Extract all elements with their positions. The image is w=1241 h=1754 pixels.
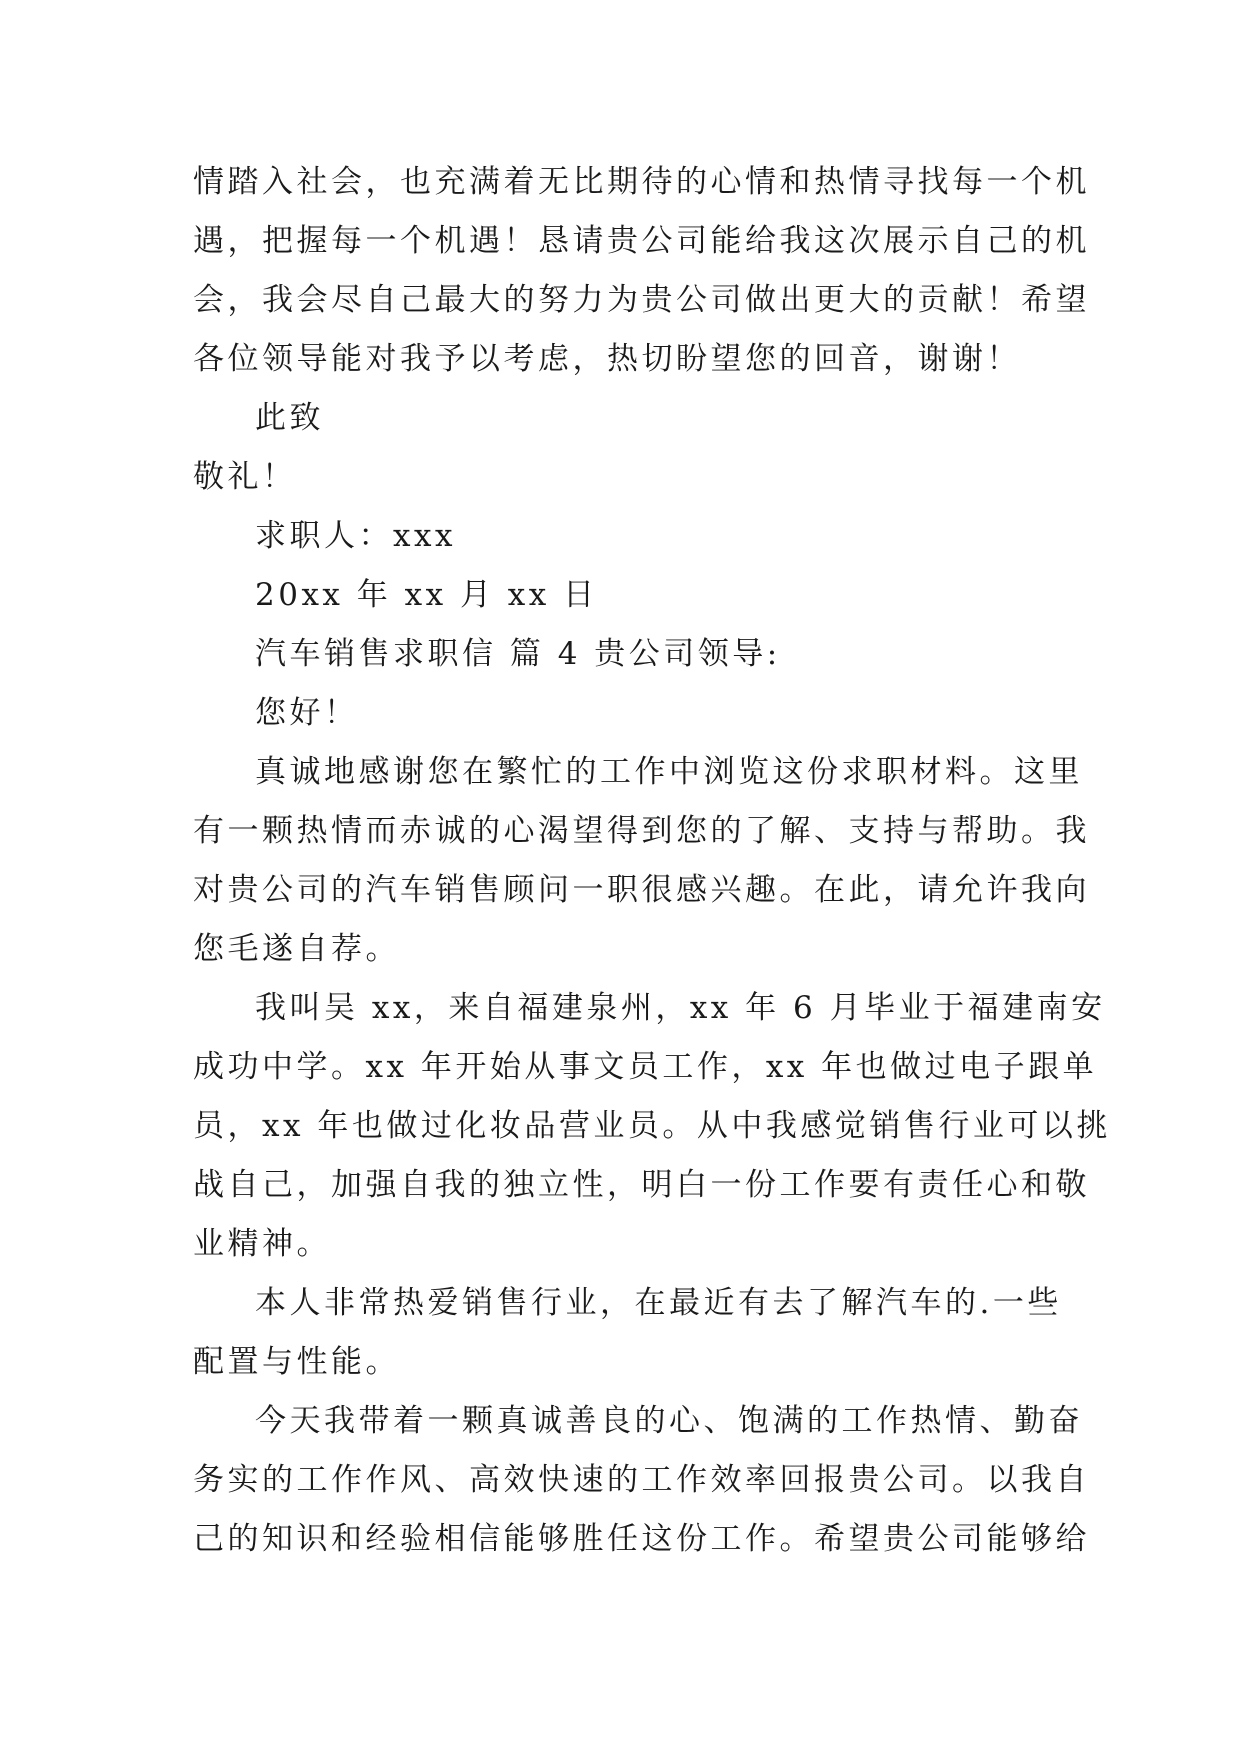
- section-heading: 汽车销售求职信 篇 4 贵公司领导:: [255, 636, 781, 672]
- paragraph-line: 己的知识和经验相信能够胜任这份工作。希望贵公司能够给: [193, 1521, 1090, 1557]
- paragraph-line: 我叫吴 xx，来自福建泉州，xx 年 6 月毕业于福建南安: [255, 990, 1106, 1026]
- text-line: 情踏入社会，也充满着无比期待的心情和热情寻找每一个机: [193, 164, 1090, 200]
- text-line: 遇，把握每一个机遇！恳请贵公司能给我这次展示自己的机: [193, 223, 1090, 259]
- paragraph-line: 本人非常热爱销售行业，在最近有去了解汽车的.一些: [255, 1285, 1062, 1321]
- paragraph-line: 战自己，加强自我的独立性，明白一份工作要有责任心和敬: [193, 1167, 1090, 1203]
- paragraph-line: 真诚地感谢您在繁忙的工作中浏览这份求职材料。这里: [255, 754, 1083, 790]
- paragraph-line: 配置与性能。: [193, 1344, 400, 1380]
- paragraph-line: 对贵公司的汽车销售顾问一职很感兴趣。在此，请允许我向: [193, 872, 1090, 908]
- text-line: 各位领导能对我予以考虑，热切盼望您的回音，谢谢！: [193, 341, 1021, 377]
- applicant-signature: 求职人：xxx: [255, 518, 456, 554]
- paragraph-line: 有一颗热情而赤诚的心渴望得到您的了解、支持与帮助。我: [193, 813, 1090, 849]
- paragraph-line: 今天我带着一颗真诚善良的心、饱满的工作热情、勤奋: [255, 1403, 1083, 1439]
- text-line: 会，我会尽自己最大的努力为贵公司做出更大的贡献！希望: [193, 282, 1090, 318]
- closing-salutation: 此致: [255, 400, 324, 436]
- paragraph-line: 务实的工作作风、高效快速的工作效率回报贵公司。以我自: [193, 1462, 1090, 1498]
- paragraph-line: 您毛遂自荐。: [193, 931, 400, 967]
- letter-date: 20xx 年 xx 月 xx 日: [255, 577, 598, 613]
- greeting: 您好！: [255, 695, 359, 731]
- paragraph-line: 业精神。: [193, 1226, 331, 1262]
- paragraph-line: 成功中学。xx 年开始从事文员工作，xx 年也做过电子跟单: [193, 1049, 1098, 1085]
- paragraph-line: 员，xx 年也做过化妆品营业员。从中我感觉销售行业可以挑: [193, 1108, 1111, 1144]
- closing-respect: 敬礼！: [193, 459, 297, 495]
